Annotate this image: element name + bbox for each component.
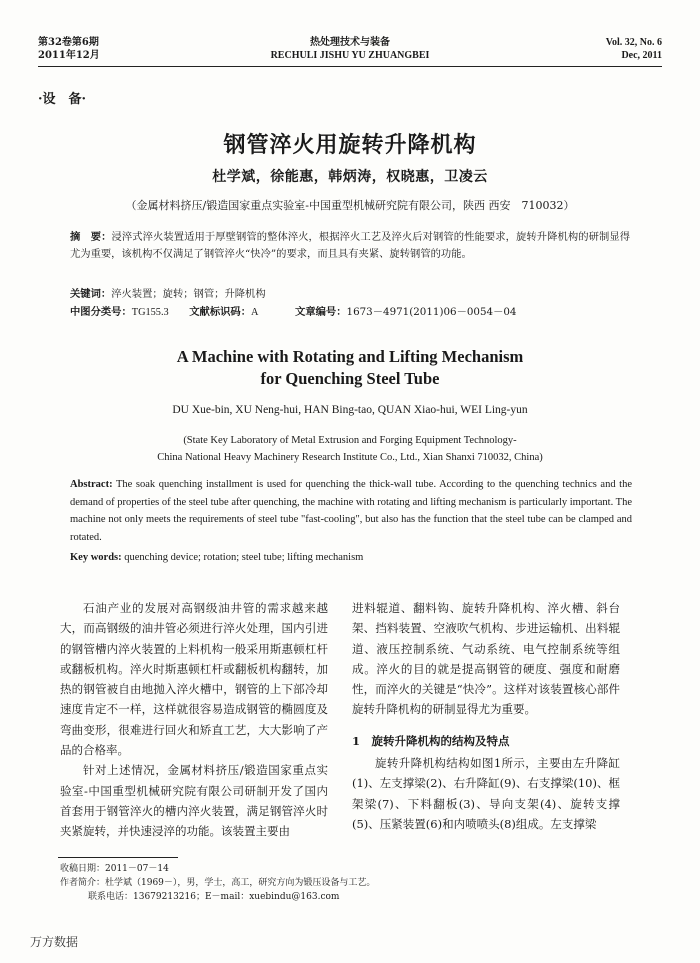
issue-volume-en: Vol. 32, No. 6 xyxy=(605,37,662,48)
doc-code-label: 文献标识码： xyxy=(189,306,252,318)
issue-volume: 第32卷第6期 xyxy=(38,37,99,48)
abstract-cn xyxy=(70,229,630,263)
header-rule xyxy=(38,66,662,67)
clc-value: TG155.3 xyxy=(131,307,169,318)
abstract-text-cn: 浸淬式淬火装置适用于厚壁钢管的整体淬火，根据淬火工艺及淬火后对钢管的性能要求，旋转升降机构的研制显得尤为重要，该机构不仅满足了钢管淬火“快冷”的要求，而且具有夹紧、旋转钢管的功能。 xyxy=(70,231,631,260)
body-paragraph: 针对上述情况，金属材料挤压/锻造国家重点实验室-中国重型机械研究院有限公司研制开发了国内首套用于钢管淬火的槽内淬火装置，满足钢管淬火时夹紧旋转，并快速浸淬的功能。该装置主要由 xyxy=(60,763,328,839)
keywords-text-en: quenching device; rotation; steel tube; lifting mechanism xyxy=(121,552,364,563)
issue-date: 2011年12月 xyxy=(38,50,100,61)
keywords-label-cn: 关键词： xyxy=(70,288,112,300)
affiliation-en-line2: China National Heavy Machinery Research Institute Co., Ltd., Xian Shanxi 710032, China) xyxy=(157,452,543,463)
contact-info: 联系电话：13679213216；E－mail：xuebindu@163.com xyxy=(88,892,340,902)
body-paragraph: 石油产业的发展对高钢级油井管的需求越来越大，而高钢级的油井管必须进行淬火处理，国内引进的钢管槽内淬火装置的上料机构一般采用斯惠顿杠杆或翻板机构。淬火时斯惠顿杠杆或翻板机构翻转，加热的钢管被自由地抛入淬火槽中，钢管的上下部冷却速度肯定不一样，这样就很容易造成钢管的椭圆度及弯曲变形，很难进行回火和矫直工艺，大大影响了产品的合格率。 xyxy=(60,601,328,758)
abstract-en xyxy=(70,476,632,546)
body-paragraph: 旋转升降机构结构如图1所示，主要由左升降缸(1)、左支撑梁(2)、右升降缸(9)、右支撑梁(10)、框架梁(7)、下料翻板(3)、导向支架(4)、旋转支撑(5)、压紧装置(6)和内喷喷头(8)组成。左支撑梁 xyxy=(352,756,620,831)
footnotes xyxy=(60,862,375,904)
classification-line xyxy=(70,304,630,321)
section-heading: 1 旋转升降机构的结构及特点 xyxy=(352,733,510,748)
keywords-label-en: Key words: xyxy=(70,552,122,563)
section-tag: ·设 备· xyxy=(38,92,87,107)
paper-title-en-line2: for Quenching Steel Tube xyxy=(260,369,440,388)
clc-label: 中图分类号： xyxy=(70,306,132,318)
abstract-text-en: The soak quenching installment is used for quenching the thick-wall tube. According to the quenching technics and the demand of properties of the steel tube after quenching, the machine with rotating and lifting mechanism is particularly important. The machine not only meets the requirements of steel tube "fast-cooling", but also has the function that the steel tube can be clamped and rotated. xyxy=(70,479,632,543)
paper-title-cn: 钢管淬火用旋转升降机构 xyxy=(223,132,477,158)
affiliation-en-line1: (State Key Laboratory of Metal Extrusion and Forging Equipment Technology- xyxy=(183,435,517,446)
doc-code-value: A xyxy=(251,307,259,318)
received-date: 收稿日期：2011－07－14 xyxy=(60,864,169,874)
keywords-text-cn: 淬火装置；旋转；钢管；升降机构 xyxy=(111,288,266,300)
body-left-column xyxy=(60,598,328,842)
affiliation-en xyxy=(0,432,700,466)
body-right-column xyxy=(352,598,620,834)
journal-name-cn: 热处理技术与装备 xyxy=(310,37,390,48)
authors-cn: 杜学斌，徐能惠，韩炳涛，权晓惠，卫凌云 xyxy=(212,169,488,185)
issue-date-en: Dec, 2011 xyxy=(621,50,662,61)
affiliation-cn: （金属材料挤压/锻造国家重点实验室-中国重型机械研究院有限公司，陕西 西安 710032） xyxy=(125,199,575,212)
watermark: 万方数据 xyxy=(30,935,79,949)
abstract-label-en: Abstract: xyxy=(70,479,113,490)
footnote-rule xyxy=(58,857,178,858)
paper-title-en xyxy=(0,346,700,390)
journal-issue-info-en xyxy=(606,36,662,62)
article-no-value: 1673－4971(2011)06－0054－04 xyxy=(346,306,517,318)
journal-name-pinyin: RECHULI JISHU YU ZHUANGBEI xyxy=(270,50,430,61)
body-paragraph: 进料辊道、翻料钩、旋转升降机构、淬火槽、斜台架、挡料装置、空液吹气机构、步进运输机、出料辊道、液压控制系统、气动系统、电气控制系统等组成。淬火的目的就是提高钢管的硬度、强度和耐磨性，而淬火的关键是“快冷”。这样对该装置核心部件旋转升降机构的研制显得尤为重要。 xyxy=(352,601,620,717)
paper-title-en-line1: A Machine with Rotating and Lifting Mechanism xyxy=(176,347,524,366)
abstract-label-cn: 摘 要： xyxy=(70,231,112,243)
article-no-label: 文章编号： xyxy=(295,306,347,318)
authors-en: DU Xue-bin, XU Neng-hui, HAN Bing-tao, QUAN Xiao-hui, WEI Ling-yun xyxy=(172,404,528,416)
keywords-cn xyxy=(70,286,630,303)
keywords-en xyxy=(70,549,632,567)
author-intro: 作者简介：杜学斌（1969－），男，学士，高工，研究方向为锻压设备与工艺。 xyxy=(60,878,376,888)
journal-name xyxy=(0,36,700,62)
